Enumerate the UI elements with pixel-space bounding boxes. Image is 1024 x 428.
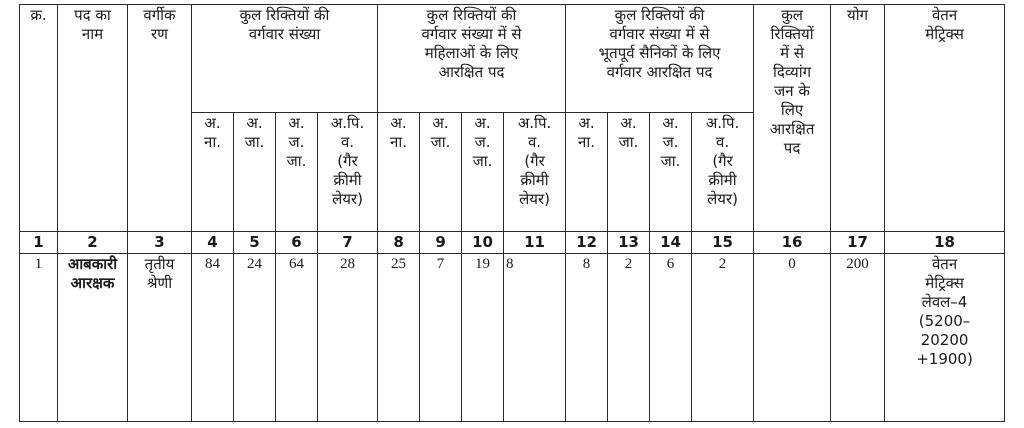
header-post-name: पद का नाम [58, 5, 128, 232]
column-number-row [20, 232, 1005, 254]
column-number: 12 [566, 232, 608, 254]
divyang-cell: 0 [754, 254, 831, 422]
column-number: 11 [504, 232, 566, 254]
column-number: 15 [692, 232, 754, 254]
header-total: योग [831, 5, 885, 232]
column-number: 4 [192, 232, 234, 254]
table-row [20, 254, 1005, 422]
subheader-sc: अ. जा. [234, 113, 276, 232]
total-obc-cell: 28 [318, 254, 378, 422]
column-number: 1 [20, 232, 58, 254]
subheader-obc: अ.पि. व. (गैर क्रीमी लेयर) [318, 113, 378, 232]
subheader-ur: अ. ना. [192, 113, 234, 232]
column-number: 2 [58, 232, 128, 254]
header-women-reserved: कुल रिक्तियों की वर्गवार संख्या में से महिलाओं के लिए आरक्षित पद [378, 5, 566, 113]
subheader-st: अ. ज. जा. [276, 113, 318, 232]
column-number: 18 [885, 232, 1005, 254]
column-number: 17 [831, 232, 885, 254]
header-pay-matrix: वेतन मेट्रिक्स [885, 5, 1005, 232]
header-classification: वर्गीक रण [128, 5, 192, 232]
subheader-st: अ. ज. जा. [650, 113, 692, 232]
classification-cell: तृतीय श्रेणी [128, 254, 192, 422]
pay-matrix-cell: वेतन मेट्रिक्स लेवल–4 (5200– 20200 +1900) [885, 254, 1005, 422]
column-number: 10 [462, 232, 504, 254]
exsm-ur-cell: 8 [566, 254, 608, 422]
subheader-st: अ. ज. जा. [462, 113, 504, 232]
serial-cell: 1 [20, 254, 58, 422]
column-number: 9 [420, 232, 462, 254]
women-st-cell: 19 [462, 254, 504, 422]
column-number: 5 [234, 232, 276, 254]
column-number: 16 [754, 232, 831, 254]
column-number: 14 [650, 232, 692, 254]
total-sc-cell: 24 [234, 254, 276, 422]
column-number: 6 [276, 232, 318, 254]
grand-total-cell: 200 [831, 254, 885, 422]
header-serial: क्र. [20, 5, 58, 232]
women-ur-cell: 25 [378, 254, 420, 422]
header-total-vacancies: कुल रिक्तियों की वर्गवार संख्या [192, 5, 378, 113]
total-ur-cell: 84 [192, 254, 234, 422]
post-name-cell: आबकारी आरक्षक [58, 254, 128, 422]
subheader-sc: अ. जा. [608, 113, 650, 232]
column-number: 13 [608, 232, 650, 254]
column-number: 8 [378, 232, 420, 254]
exsm-st-cell: 6 [650, 254, 692, 422]
subheader-ur: अ. ना. [566, 113, 608, 232]
header-row-1 [20, 5, 1005, 113]
vacancy-table [19, 4, 1005, 422]
women-sc-cell: 7 [420, 254, 462, 422]
header-divyang-reserved: कुल रिक्तियों में से दिव्यांग जन के लिए आरक्षित पद [754, 5, 831, 232]
subheader-obc: अ.पि. व. (गैर क्रीमी लेयर) [692, 113, 754, 232]
header-ex-servicemen-reserved: कुल रिक्तियों की वर्गवार संख्या में से भूतपूर्व सैनिकों के लिए वर्गवार आरक्षित पद [566, 5, 754, 113]
subheader-obc: अ.पि. व. (गैर क्रीमी लेयर) [504, 113, 566, 232]
exsm-sc-cell: 2 [608, 254, 650, 422]
women-obc-cell: 8 [504, 254, 566, 422]
subheader-ur: अ. ना. [378, 113, 420, 232]
exsm-obc-cell: 2 [692, 254, 754, 422]
total-st-cell: 64 [276, 254, 318, 422]
subheader-sc: अ. जा. [420, 113, 462, 232]
column-number: 7 [318, 232, 378, 254]
column-number: 3 [128, 232, 192, 254]
